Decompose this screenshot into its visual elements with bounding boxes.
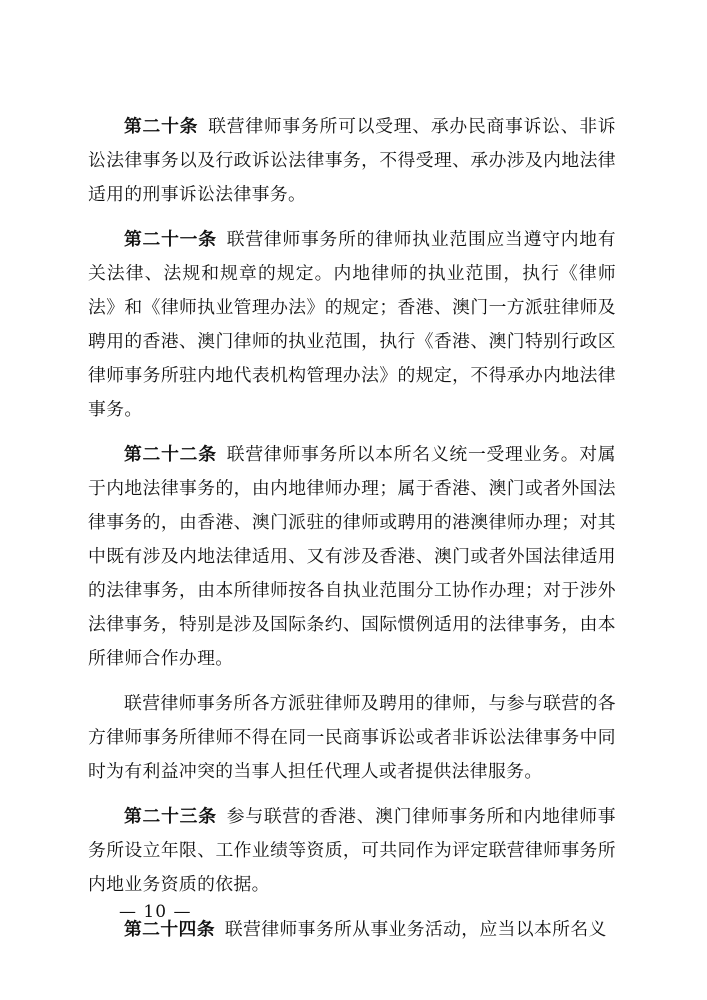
- page-number: — 10 —: [119, 902, 192, 922]
- article-20-paragraph: [88, 110, 616, 212]
- article-heading: 第二十二条: [124, 444, 217, 465]
- article-heading: 第二十四条: [124, 919, 215, 940]
- document-body: [88, 110, 616, 958]
- article-heading: 第二十条: [124, 116, 199, 137]
- article-heading: 第二十一条: [124, 229, 217, 250]
- article-text: 联营律师事务所从事业务活动，应当以本所名义: [224, 919, 607, 940]
- article-heading: 第二十三条: [124, 806, 217, 827]
- article-23-paragraph: [88, 800, 616, 902]
- article-22-continuation-paragraph: [88, 687, 616, 789]
- article-text: 参与联营的香港、澳门律师事务所和内地律师事务所设立年限、工作业绩等资质，可共同作为评定联营律师事务所内地业务资质的依据。: [88, 806, 616, 895]
- article-22-paragraph: [88, 438, 616, 676]
- article-21-paragraph: [88, 223, 616, 427]
- article-text: 联营律师事务所以本所名义统一受理业务。对属于内地法律事务的，由内地律师办理；属于香港、澳门或者外国法律事务的，由香港、澳门派驻的律师或聘用的港澳律师办理；对其中既有涉及内地法律适用、又有涉及香港、澳门或者外国法律适用的法律事务，由本所律师按各自执业范围分工协作办理；对于涉外法律事务，特别是涉及国际条约、国际惯例适用的法律事务，由本所律师合作办理。: [88, 444, 616, 669]
- article-text: 联营律师事务所可以受理、承办民商事诉讼、非诉讼法律事务以及行政诉讼法律事务，不得受理、承办涉及内地法律适用的刑事诉讼法律事务。: [88, 116, 616, 205]
- article-text: 联营律师事务所的律师执业范围应当遵守内地有关法律、法规和规章的规定。内地律师的执业范围，执行《律师法》和《律师执业管理办法》的规定；香港、澳门一方派驻律师及聘用的香港、澳门律师的执业范围，执行《香港、澳门特别行政区律师事务所驻内地代表机构管理办法》的规定，不得承办内地法律事务。: [88, 229, 616, 420]
- article-text: 联营律师事务所各方派驻律师及聘用的律师，与参与联营的各方律师事务所律师不得在同一民商事诉讼或者非诉讼法律事务中同时为有利益冲突的当事人担任代理人或者提供法律服务。: [88, 693, 616, 782]
